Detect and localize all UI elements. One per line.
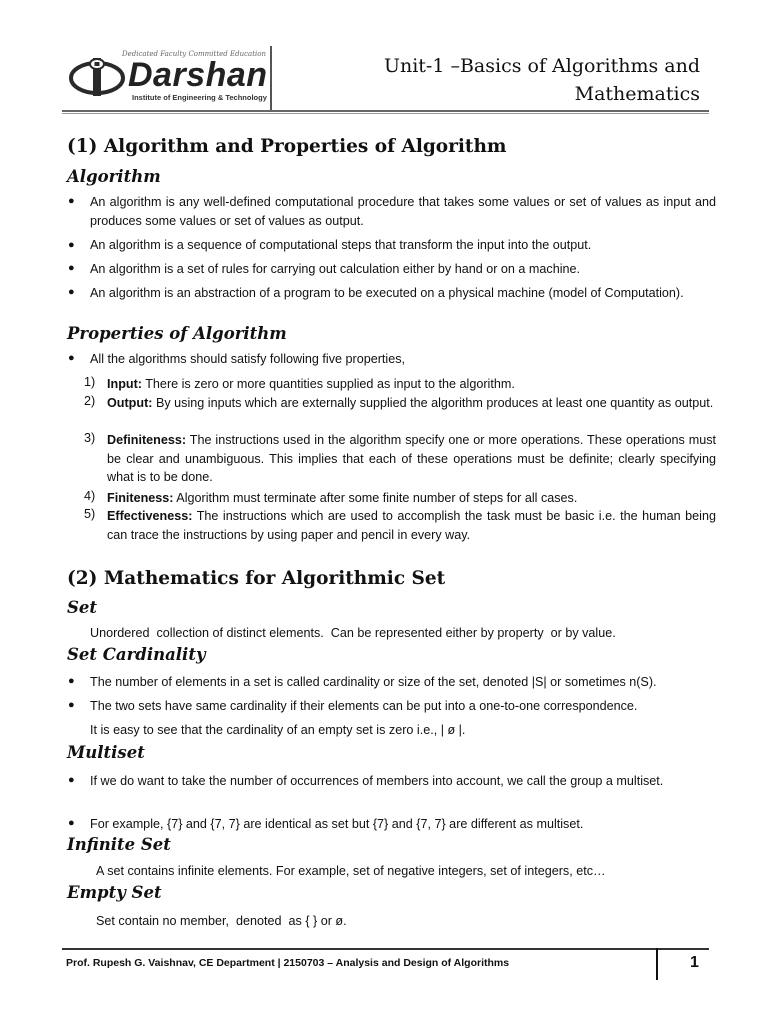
algorithm-heading: Algorithm xyxy=(67,167,161,186)
list-number: 4) xyxy=(84,489,96,503)
list-number: 1) xyxy=(84,375,96,389)
logo-subtitle: Institute of Engineering & Technology xyxy=(132,93,267,102)
empty-set-text: Set contain no member, denoted as { } or ø. xyxy=(96,914,347,928)
algorithm-bullet-2: An algorithm is a sequence of computational steps that transform the input into the output. xyxy=(90,238,592,252)
unit-title-line1: Unit-1 –Basics of Algorithms and xyxy=(383,55,700,77)
unit-title-line2: Mathematics xyxy=(574,83,700,105)
property-item xyxy=(107,375,716,394)
properties-intro: All the algorithms should satisfy following five properties, xyxy=(90,352,405,366)
footer-credit: Prof. Rupesh G. Vaishnav, CE Department | 2150703 – Analysis and Design of Algorithms xyxy=(66,957,510,969)
bullet-icon: ● xyxy=(68,286,75,298)
header-rule xyxy=(62,110,709,112)
logo-name: Darshan xyxy=(128,56,268,94)
infinite-set-heading: Infinite Set xyxy=(67,835,171,854)
bullet-icon: ● xyxy=(68,675,75,687)
logo-tagline: Dedicated Faculty Committed Education xyxy=(122,50,266,58)
property-text: There is zero or more quantities supplied as input to the algorithm. xyxy=(141,377,515,391)
cardinality-bullet-1: The number of elements in a set is called cardinality or size of the set, denoted |S| or sometimes n(S). xyxy=(90,675,657,689)
properties-heading: Properties of Algorithm xyxy=(67,324,287,343)
property-term: Definiteness: xyxy=(107,433,187,447)
bullet-icon: ● xyxy=(68,262,75,274)
property-text: Algorithm must terminate after some finite number of steps for all cases. xyxy=(173,491,578,505)
algorithm-bullet-1: An algorithm is any well-defined computational procedure that takes some values or set of values as input and produces some values or set of values as output. xyxy=(90,195,716,228)
multiset-heading: Multiset xyxy=(67,743,145,762)
bullet-icon: ● xyxy=(68,352,75,364)
section1-heading: (1) Algorithm and Properties of Algorithm xyxy=(67,136,507,157)
footer-divider-vertical xyxy=(656,948,658,980)
cardinality-bullet-2: The two sets have same cardinality if their elements can be put into a one-to-one correspondence. xyxy=(90,699,638,713)
algorithm-bullet-3: An algorithm is a set of rules for carrying out calculation either by hand or on a machine. xyxy=(90,262,581,276)
infinite-set-text: A set contains infinite elements. For example, set of negative integers, set of integers, etc… xyxy=(96,864,606,878)
bullet-icon: ● xyxy=(68,774,75,786)
property-term: Input: xyxy=(107,377,142,391)
page-number: 1 xyxy=(690,954,699,971)
property-text: By using inputs which are externally supplied the algorithm produces at least one quantity as output. xyxy=(152,396,714,410)
bullet-icon: ● xyxy=(68,195,75,207)
multiset-bullet-2: For example, {7} and {7, 7} are identical as set but {7} and {7, 7} are different as multiset. xyxy=(90,817,584,831)
cardinality-note: It is easy to see that the cardinality of an empty set is zero i.e., | ø |. xyxy=(90,723,466,737)
property-item xyxy=(107,489,716,508)
unit-title xyxy=(340,52,700,108)
property-term: Finiteness: xyxy=(107,491,174,505)
bullet-icon: ● xyxy=(68,699,75,711)
empty-set-heading: Empty Set xyxy=(67,883,162,902)
property-term: Effectiveness: xyxy=(107,509,193,523)
cardinality-heading: Set Cardinality xyxy=(67,645,206,664)
header-rule-thin xyxy=(62,113,709,114)
property-item xyxy=(107,431,716,487)
multiset-bullet-1: If we do want to take the number of occurrences of members into account, we call the group a multiset. xyxy=(90,774,664,788)
list-number: 5) xyxy=(84,507,96,521)
bullet-icon: ● xyxy=(68,817,75,829)
institute-logo xyxy=(64,46,270,108)
property-item xyxy=(107,507,716,544)
list-number: 3) xyxy=(84,431,96,445)
property-text: The instructions used in the algorithm specify one or more operations. These operations must be clear and unambiguous. This implies that each of these operations must be definite; clearly specifying what is to be done. xyxy=(107,433,716,484)
property-text: The instructions which are used to accomplish the task must be basic i.e. the human being can trace the instructions by using paper and pencil in every way. xyxy=(107,509,716,542)
algorithm-bullet-4: An algorithm is an abstraction of a program to be executed on a physical machine (model of Computation). xyxy=(90,286,684,300)
darshan-logo-icon xyxy=(68,56,126,98)
property-term: Output: xyxy=(107,396,153,410)
property-item xyxy=(107,394,716,413)
header-divider-vertical xyxy=(270,46,272,110)
set-text: Unordered collection of distinct elements. Can be represented either by property or by value. xyxy=(90,626,616,640)
section2-heading: (2) Mathematics for Algorithmic Set xyxy=(67,568,446,589)
set-heading: Set xyxy=(67,598,98,617)
footer-rule xyxy=(62,948,709,950)
list-number: 2) xyxy=(84,394,96,408)
bullet-icon: ● xyxy=(68,239,75,251)
